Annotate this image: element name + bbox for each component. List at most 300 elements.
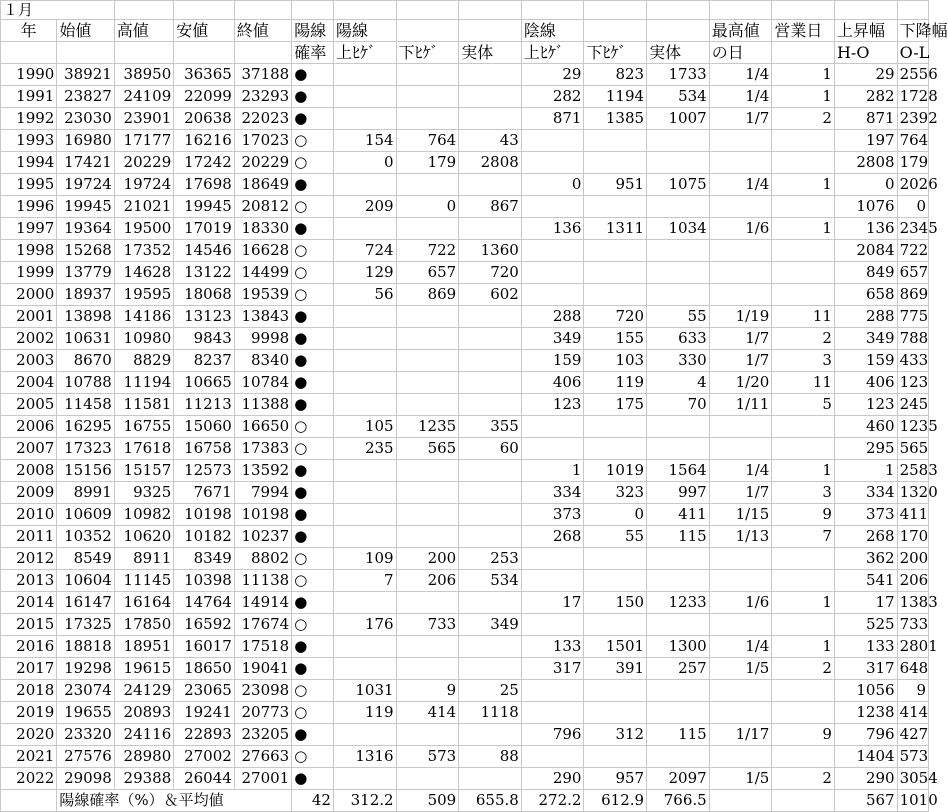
year-cell[interactable]: 1992 <box>1 108 57 130</box>
value-cell[interactable]: 334 <box>521 482 584 504</box>
value-cell[interactable]: 10198 <box>174 504 235 526</box>
year-cell[interactable]: 2015 <box>1 614 57 636</box>
value-cell[interactable] <box>772 152 835 174</box>
value-cell[interactable]: 119 <box>584 372 647 394</box>
value-cell[interactable] <box>396 504 459 526</box>
header-cell[interactable] <box>1 42 57 64</box>
value-cell[interactable] <box>709 240 772 262</box>
value-cell[interactable]: 0 <box>584 504 647 526</box>
value-cell[interactable] <box>709 130 772 152</box>
candle-mark-cell[interactable]: ○ <box>292 438 334 460</box>
value-cell[interactable]: 129 <box>333 262 396 284</box>
value-cell[interactable]: 565 <box>897 438 928 460</box>
value-cell[interactable] <box>709 262 772 284</box>
value-cell[interactable]: 11458 <box>57 394 114 416</box>
value-cell[interactable]: 14499 <box>234 262 291 284</box>
candle-mark-cell[interactable]: ● <box>292 64 334 86</box>
value-cell[interactable]: 19595 <box>114 284 173 306</box>
value-cell[interactable]: 10398 <box>174 570 235 592</box>
value-cell[interactable] <box>333 526 396 548</box>
value-cell[interactable]: 60 <box>459 438 522 460</box>
candle-mark-cell[interactable]: ○ <box>292 570 334 592</box>
value-cell[interactable]: 1233 <box>647 592 710 614</box>
value-cell[interactable] <box>647 746 710 768</box>
value-cell[interactable]: 355 <box>459 416 522 438</box>
value-cell[interactable] <box>647 196 710 218</box>
year-cell[interactable]: 2011 <box>1 526 57 548</box>
summary-value-cell[interactable]: 612.9 <box>584 790 647 812</box>
value-cell[interactable]: 18650 <box>174 658 235 680</box>
value-cell[interactable] <box>521 680 584 702</box>
value-cell[interactable]: 16164 <box>114 592 173 614</box>
value-cell[interactable] <box>396 768 459 790</box>
value-cell[interactable]: 88 <box>459 746 522 768</box>
value-cell[interactable]: 20638 <box>174 108 235 130</box>
value-cell[interactable] <box>521 746 584 768</box>
header-cell[interactable]: 上ﾋｹﾞ <box>521 42 584 64</box>
value-cell[interactable]: 433 <box>897 350 928 372</box>
value-cell[interactable] <box>709 416 772 438</box>
header-cell[interactable] <box>114 42 173 64</box>
empty-cell[interactable] <box>647 1 710 20</box>
value-cell[interactable]: 849 <box>834 262 897 284</box>
value-cell[interactable]: 1034 <box>647 218 710 240</box>
value-cell[interactable]: 295 <box>834 438 897 460</box>
year-cell[interactable]: 1990 <box>1 64 57 86</box>
value-cell[interactable]: 3054 <box>897 768 928 790</box>
value-cell[interactable] <box>709 152 772 174</box>
value-cell[interactable]: 55 <box>584 526 647 548</box>
value-cell[interactable]: 3 <box>772 482 835 504</box>
value-cell[interactable] <box>521 240 584 262</box>
value-cell[interactable] <box>459 218 522 240</box>
value-cell[interactable]: 2801 <box>897 636 928 658</box>
value-cell[interactable]: 1031 <box>333 680 396 702</box>
year-cell[interactable]: 2016 <box>1 636 57 658</box>
value-cell[interactable] <box>584 240 647 262</box>
value-cell[interactable]: 8829 <box>114 350 173 372</box>
value-cell[interactable]: 245 <box>897 394 928 416</box>
value-cell[interactable]: 9843 <box>174 328 235 350</box>
value-cell[interactable]: 19241 <box>174 702 235 724</box>
value-cell[interactable] <box>459 592 522 614</box>
value-cell[interactable]: 2 <box>772 108 835 130</box>
value-cell[interactable] <box>584 416 647 438</box>
value-cell[interactable] <box>709 196 772 218</box>
value-cell[interactable]: 17 <box>834 592 897 614</box>
value-cell[interactable]: 8349 <box>174 548 235 570</box>
value-cell[interactable] <box>584 570 647 592</box>
value-cell[interactable]: 12573 <box>174 460 235 482</box>
header-cell[interactable]: H-O <box>834 42 897 64</box>
empty-cell[interactable] <box>772 1 835 20</box>
value-cell[interactable]: 29 <box>834 64 897 86</box>
value-cell[interactable]: 534 <box>459 570 522 592</box>
value-cell[interactable]: 722 <box>897 240 928 262</box>
value-cell[interactable]: 406 <box>521 372 584 394</box>
year-cell[interactable]: 2018 <box>1 680 57 702</box>
value-cell[interactable]: 2084 <box>834 240 897 262</box>
value-cell[interactable]: 15268 <box>57 240 114 262</box>
value-cell[interactable]: 16758 <box>174 438 235 460</box>
header-cell[interactable]: 下ﾋｹﾞ <box>584 42 647 64</box>
value-cell[interactable]: 10665 <box>174 372 235 394</box>
value-cell[interactable]: 13123 <box>174 306 235 328</box>
year-cell[interactable]: 2020 <box>1 724 57 746</box>
value-cell[interactable]: 115 <box>647 724 710 746</box>
value-cell[interactable]: 411 <box>897 504 928 526</box>
value-cell[interactable]: 19539 <box>234 284 291 306</box>
value-cell[interactable] <box>647 548 710 570</box>
value-cell[interactable]: 123 <box>897 372 928 394</box>
value-cell[interactable]: 133 <box>834 636 897 658</box>
value-cell[interactable]: 764 <box>897 130 928 152</box>
value-cell[interactable]: 17177 <box>114 130 173 152</box>
value-cell[interactable]: 1075 <box>647 174 710 196</box>
value-cell[interactable]: 16592 <box>174 614 235 636</box>
value-cell[interactable]: 18951 <box>114 636 173 658</box>
value-cell[interactable]: 1 <box>772 218 835 240</box>
value-cell[interactable]: 17383 <box>234 438 291 460</box>
year-cell[interactable]: 1991 <box>1 86 57 108</box>
value-cell[interactable]: 823 <box>584 64 647 86</box>
candle-mark-cell[interactable]: ● <box>292 592 334 614</box>
value-cell[interactable]: 1/7 <box>709 350 772 372</box>
value-cell[interactable]: 1194 <box>584 86 647 108</box>
value-cell[interactable]: 17518 <box>234 636 291 658</box>
value-cell[interactable]: 23098 <box>234 680 291 702</box>
value-cell[interactable]: 1/7 <box>709 328 772 350</box>
value-cell[interactable] <box>396 218 459 240</box>
value-cell[interactable]: 2808 <box>834 152 897 174</box>
value-cell[interactable]: 1/5 <box>709 658 772 680</box>
value-cell[interactable]: 20812 <box>234 196 291 218</box>
value-cell[interactable] <box>333 328 396 350</box>
value-cell[interactable]: 23030 <box>57 108 114 130</box>
value-cell[interactable]: 16147 <box>57 592 114 614</box>
value-cell[interactable]: 13122 <box>174 262 235 284</box>
value-cell[interactable]: 19298 <box>57 658 114 680</box>
candle-mark-cell[interactable]: ○ <box>292 262 334 284</box>
value-cell[interactable]: 27663 <box>234 746 291 768</box>
candle-mark-cell[interactable]: ● <box>292 636 334 658</box>
value-cell[interactable] <box>459 86 522 108</box>
value-cell[interactable]: 317 <box>521 658 584 680</box>
value-cell[interactable]: 43 <box>459 130 522 152</box>
value-cell[interactable] <box>459 306 522 328</box>
value-cell[interactable]: 10980 <box>114 328 173 350</box>
value-cell[interactable]: 23827 <box>57 86 114 108</box>
value-cell[interactable]: 123 <box>521 394 584 416</box>
value-cell[interactable]: 11581 <box>114 394 173 416</box>
value-cell[interactable]: 21021 <box>114 196 173 218</box>
value-cell[interactable]: 16295 <box>57 416 114 438</box>
value-cell[interactable] <box>459 636 522 658</box>
value-cell[interactable] <box>772 438 835 460</box>
year-cell[interactable]: 1997 <box>1 218 57 240</box>
value-cell[interactable]: 1 <box>772 64 835 86</box>
value-cell[interactable]: 22893 <box>174 724 235 746</box>
value-cell[interactable]: 1728 <box>897 86 928 108</box>
value-cell[interactable]: 658 <box>834 284 897 306</box>
empty-cell[interactable] <box>897 1 928 20</box>
header-cell[interactable] <box>647 20 710 42</box>
value-cell[interactable]: 20773 <box>234 702 291 724</box>
summary-value-cell[interactable]: 655.8 <box>459 790 522 812</box>
value-cell[interactable]: 1/4 <box>709 174 772 196</box>
header-cell[interactable] <box>396 20 459 42</box>
value-cell[interactable]: 1/15 <box>709 504 772 526</box>
value-cell[interactable]: 1118 <box>459 702 522 724</box>
value-cell[interactable]: 17698 <box>174 174 235 196</box>
value-cell[interactable] <box>647 152 710 174</box>
value-cell[interactable] <box>396 592 459 614</box>
value-cell[interactable] <box>396 526 459 548</box>
value-cell[interactable]: 534 <box>647 86 710 108</box>
value-cell[interactable]: 17323 <box>57 438 114 460</box>
value-cell[interactable]: 16755 <box>114 416 173 438</box>
summary-value-cell[interactable]: 509 <box>396 790 459 812</box>
value-cell[interactable]: 1360 <box>459 240 522 262</box>
value-cell[interactable]: 1019 <box>584 460 647 482</box>
value-cell[interactable]: 414 <box>396 702 459 724</box>
value-cell[interactable]: 1007 <box>647 108 710 130</box>
value-cell[interactable]: 14546 <box>174 240 235 262</box>
value-cell[interactable]: 16216 <box>174 130 235 152</box>
value-cell[interactable]: 1235 <box>897 416 928 438</box>
candle-mark-cell[interactable]: ○ <box>292 130 334 152</box>
value-cell[interactable]: 764 <box>396 130 459 152</box>
year-cell[interactable]: 2005 <box>1 394 57 416</box>
value-cell[interactable] <box>459 174 522 196</box>
candle-mark-cell[interactable]: ○ <box>292 284 334 306</box>
value-cell[interactable] <box>709 284 772 306</box>
value-cell[interactable]: 1385 <box>584 108 647 130</box>
value-cell[interactable]: 288 <box>521 306 584 328</box>
summary-value-cell[interactable]: 766.5 <box>647 790 710 812</box>
value-cell[interactable]: 206 <box>897 570 928 592</box>
value-cell[interactable]: 20229 <box>234 152 291 174</box>
value-cell[interactable]: 136 <box>521 218 584 240</box>
value-cell[interactable]: 1/17 <box>709 724 772 746</box>
value-cell[interactable]: 1501 <box>584 636 647 658</box>
value-cell[interactable]: 200 <box>897 548 928 570</box>
value-cell[interactable] <box>333 306 396 328</box>
value-cell[interactable]: 197 <box>834 130 897 152</box>
value-cell[interactable]: 268 <box>521 526 584 548</box>
value-cell[interactable]: 257 <box>647 658 710 680</box>
value-cell[interactable]: 17850 <box>114 614 173 636</box>
value-cell[interactable] <box>709 614 772 636</box>
value-cell[interactable]: 123 <box>834 394 897 416</box>
value-cell[interactable]: 1 <box>772 636 835 658</box>
value-cell[interactable]: 1316 <box>333 746 396 768</box>
value-cell[interactable]: 15156 <box>57 460 114 482</box>
value-cell[interactable]: 29098 <box>57 768 114 790</box>
header-cell[interactable]: 陽線 <box>292 20 334 42</box>
value-cell[interactable]: 720 <box>584 306 647 328</box>
year-cell[interactable]: 2009 <box>1 482 57 504</box>
value-cell[interactable] <box>647 240 710 262</box>
value-cell[interactable]: 16628 <box>234 240 291 262</box>
value-cell[interactable]: 25 <box>459 680 522 702</box>
year-cell[interactable]: 2003 <box>1 350 57 372</box>
candle-mark-cell[interactable]: ● <box>292 218 334 240</box>
value-cell[interactable]: 16017 <box>174 636 235 658</box>
year-cell[interactable]: 2017 <box>1 658 57 680</box>
candle-mark-cell[interactable]: ● <box>292 108 334 130</box>
value-cell[interactable]: 18068 <box>174 284 235 306</box>
empty-cell[interactable] <box>1 790 57 812</box>
value-cell[interactable]: 17242 <box>174 152 235 174</box>
value-cell[interactable] <box>459 658 522 680</box>
value-cell[interactable] <box>396 108 459 130</box>
candle-mark-cell[interactable]: ○ <box>292 702 334 724</box>
value-cell[interactable]: 9 <box>772 724 835 746</box>
value-cell[interactable] <box>584 262 647 284</box>
candle-mark-cell[interactable]: ○ <box>292 416 334 438</box>
value-cell[interactable]: 14764 <box>174 592 235 614</box>
value-cell[interactable]: 22099 <box>174 86 235 108</box>
value-cell[interactable]: 1/20 <box>709 372 772 394</box>
year-cell[interactable]: 1999 <box>1 262 57 284</box>
value-cell[interactable]: 17421 <box>57 152 114 174</box>
value-cell[interactable]: 724 <box>333 240 396 262</box>
value-cell[interactable] <box>521 196 584 218</box>
value-cell[interactable] <box>459 394 522 416</box>
value-cell[interactable]: 349 <box>521 328 584 350</box>
value-cell[interactable] <box>521 152 584 174</box>
value-cell[interactable]: 24129 <box>114 680 173 702</box>
value-cell[interactable]: 733 <box>396 614 459 636</box>
value-cell[interactable] <box>459 328 522 350</box>
value-cell[interactable] <box>772 262 835 284</box>
value-cell[interactable]: 867 <box>459 196 522 218</box>
value-cell[interactable]: 29 <box>521 64 584 86</box>
value-cell[interactable]: 20229 <box>114 152 173 174</box>
value-cell[interactable]: 4 <box>647 372 710 394</box>
year-cell[interactable]: 2002 <box>1 328 57 350</box>
summary-value-cell[interactable]: 1010 <box>897 790 928 812</box>
empty-cell[interactable] <box>292 1 334 20</box>
value-cell[interactable]: 8549 <box>57 548 114 570</box>
value-cell[interactable]: 312 <box>584 724 647 746</box>
value-cell[interactable]: 176 <box>333 614 396 636</box>
value-cell[interactable] <box>772 240 835 262</box>
value-cell[interactable]: 9 <box>772 504 835 526</box>
value-cell[interactable]: 573 <box>897 746 928 768</box>
value-cell[interactable]: 0 <box>521 174 584 196</box>
value-cell[interactable]: 18937 <box>57 284 114 306</box>
value-cell[interactable]: 648 <box>897 658 928 680</box>
value-cell[interactable]: 1564 <box>647 460 710 482</box>
value-cell[interactable] <box>333 108 396 130</box>
value-cell[interactable] <box>521 548 584 570</box>
value-cell[interactable]: 1/6 <box>709 592 772 614</box>
value-cell[interactable] <box>709 680 772 702</box>
value-cell[interactable]: 119 <box>333 702 396 724</box>
value-cell[interactable]: 414 <box>897 702 928 724</box>
value-cell[interactable]: 1320 <box>897 482 928 504</box>
value-cell[interactable]: 2808 <box>459 152 522 174</box>
value-cell[interactable]: 1300 <box>647 636 710 658</box>
value-cell[interactable] <box>333 658 396 680</box>
candle-mark-cell[interactable]: ● <box>292 394 334 416</box>
value-cell[interactable]: 23065 <box>174 680 235 702</box>
header-cell[interactable]: 終値 <box>234 20 291 42</box>
value-cell[interactable]: 17352 <box>114 240 173 262</box>
value-cell[interactable]: 5 <box>772 394 835 416</box>
value-cell[interactable]: 19615 <box>114 658 173 680</box>
value-cell[interactable]: 17023 <box>234 130 291 152</box>
value-cell[interactable] <box>647 416 710 438</box>
value-cell[interactable]: 565 <box>396 438 459 460</box>
value-cell[interactable] <box>772 284 835 306</box>
value-cell[interactable] <box>333 482 396 504</box>
header-cell[interactable]: 実体 <box>459 42 522 64</box>
value-cell[interactable]: 26044 <box>174 768 235 790</box>
value-cell[interactable] <box>584 284 647 306</box>
value-cell[interactable]: 11138 <box>234 570 291 592</box>
value-cell[interactable] <box>333 592 396 614</box>
value-cell[interactable]: 159 <box>834 350 897 372</box>
value-cell[interactable]: 2097 <box>647 768 710 790</box>
value-cell[interactable]: 8340 <box>234 350 291 372</box>
value-cell[interactable]: 9 <box>897 680 928 702</box>
candle-mark-cell[interactable]: ● <box>292 482 334 504</box>
value-cell[interactable]: 0 <box>333 152 396 174</box>
value-cell[interactable] <box>396 636 459 658</box>
candle-mark-cell[interactable]: ● <box>292 526 334 548</box>
summary-label-cell[interactable]: 陽線確率（%）＆平均値 <box>57 790 292 812</box>
value-cell[interactable] <box>584 438 647 460</box>
value-cell[interactable]: 1311 <box>584 218 647 240</box>
value-cell[interactable]: 10631 <box>57 328 114 350</box>
year-cell[interactable]: 2022 <box>1 768 57 790</box>
value-cell[interactable]: 657 <box>396 262 459 284</box>
candle-mark-cell[interactable]: ○ <box>292 680 334 702</box>
value-cell[interactable]: 200 <box>396 548 459 570</box>
value-cell[interactable] <box>772 416 835 438</box>
value-cell[interactable]: 323 <box>584 482 647 504</box>
value-cell[interactable]: 17325 <box>57 614 114 636</box>
value-cell[interactable]: 159 <box>521 350 584 372</box>
summary-value-cell[interactable]: 567 <box>834 790 897 812</box>
empty-cell[interactable] <box>396 1 459 20</box>
value-cell[interactable]: 11388 <box>234 394 291 416</box>
value-cell[interactable] <box>459 482 522 504</box>
value-cell[interactable]: 720 <box>459 262 522 284</box>
value-cell[interactable]: 170 <box>897 526 928 548</box>
value-cell[interactable] <box>333 218 396 240</box>
value-cell[interactable]: 869 <box>897 284 928 306</box>
value-cell[interactable]: 282 <box>834 86 897 108</box>
value-cell[interactable]: 1 <box>772 460 835 482</box>
value-cell[interactable]: 17618 <box>114 438 173 460</box>
value-cell[interactable] <box>333 394 396 416</box>
value-cell[interactable]: 133 <box>521 636 584 658</box>
candle-mark-cell[interactable]: ○ <box>292 240 334 262</box>
value-cell[interactable]: 8991 <box>57 482 114 504</box>
value-cell[interactable] <box>333 372 396 394</box>
value-cell[interactable]: 23901 <box>114 108 173 130</box>
value-cell[interactable]: 19655 <box>57 702 114 724</box>
value-cell[interactable]: 179 <box>396 152 459 174</box>
value-cell[interactable]: 11213 <box>174 394 235 416</box>
value-cell[interactable] <box>459 460 522 482</box>
value-cell[interactable]: 20893 <box>114 702 173 724</box>
value-cell[interactable]: 290 <box>521 768 584 790</box>
